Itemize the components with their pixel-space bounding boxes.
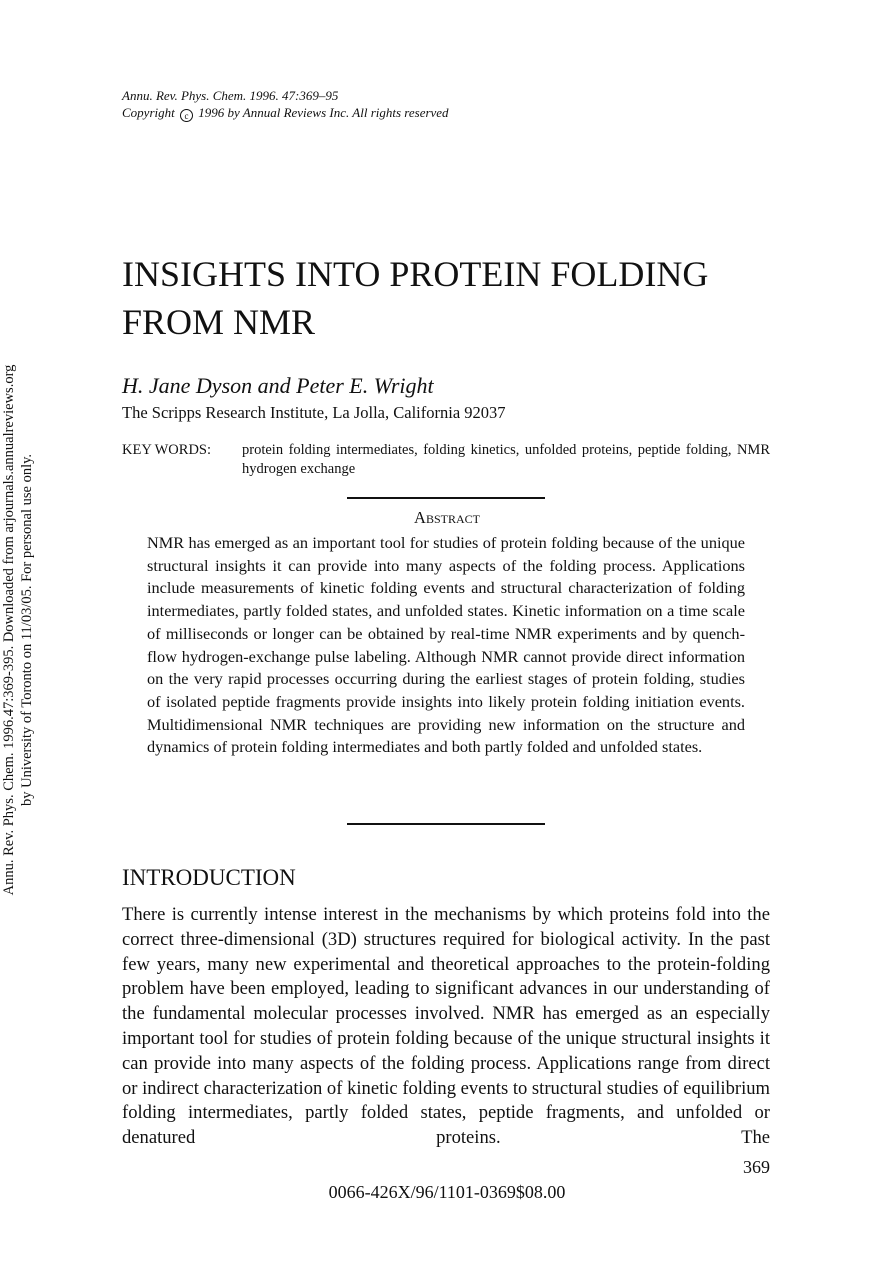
journal-citation (122, 88, 338, 104)
copyright-suffix: 1996 by Annual Reviews Inc. All rights reserved (198, 105, 449, 120)
download-watermark-line1: Annu. Rev. Phys. Chem. 1996.47:369-395. Downloaded from arjournals.annualreviews.org (1, 364, 17, 896)
introduction-text: There is currently intense interest in the mechanisms by which proteins fold into the correct three-dimensional (3D) structures required for biological activity. In the past few years, many new experimental and theoretical approaches to the protein-folding problem have been employed, leading to significant advances in our understanding of the fundamental molecular processes involved. NMR has emerged as an especially important tool for studies of protein folding because of the unique structural insights it can provide into many aspects of the folding process. Applications range from direct or indirect characterization of kinetic folding events to structural studies of equilibrium folding intermediates, partly folded states, peptide fragments, and unfolded or denatured proteins. The (122, 904, 770, 1149)
price-code: 0066-426X/96/1101-0369$08.00 (328, 1182, 566, 1202)
copyright-line (122, 105, 449, 122)
copyright-symbol: c (180, 109, 193, 122)
keywords-list: protein folding intermediates, folding kinetics, unfolded proteins, peptide folding, NMR hydrogen exchange (242, 442, 770, 477)
abstract-top-rule (347, 497, 545, 499)
download-watermark-line2: by University of Toronto on 11/03/05. For personal use only. (18, 453, 35, 807)
article-title: INSIGHTS INTO PROTEIN FOLDING FROM NMR (122, 254, 709, 342)
copyright-prefix: Copyright (122, 105, 175, 120)
abstract-heading: Abstract (414, 508, 480, 527)
author-affiliation: The Scripps Research Institute, La Jolla, California 92037 (122, 403, 506, 422)
keywords-label: KEY WORDS: (122, 442, 212, 458)
article-authors: H. Jane Dyson and Peter E. Wright (122, 373, 434, 398)
abstract-bottom-rule (347, 823, 545, 825)
abstract-text: NMR has emerged as an important tool for studies of protein folding because of the unique structural insights it can provide into many aspects of the folding process. Applications include measurements of kinetic folding events and structural characterization of folding intermediates, partly folded states, and unfolded states. Kinetic information on a time scale of milliseconds or longer can be obtained by real-time NMR experiments and by quench-flow hydrogen-exchange pulse labeling. Although NMR cannot provide direct information on the very rapid processes occurring during the earliest stages of protein folding, studies of isolated peptide fragments provide insights into likely protein folding initiation events. Multidimensional NMR techniques are providing new information on the structure and dynamics of protein folding intermediates and both partly folded and unfolded states. (147, 533, 745, 757)
citation-text: Annu. Rev. Phys. Chem. 1996. 47:369–95 (122, 88, 339, 103)
introduction-heading: INTRODUCTION (122, 865, 296, 890)
page-number: 369 (743, 1157, 770, 1177)
